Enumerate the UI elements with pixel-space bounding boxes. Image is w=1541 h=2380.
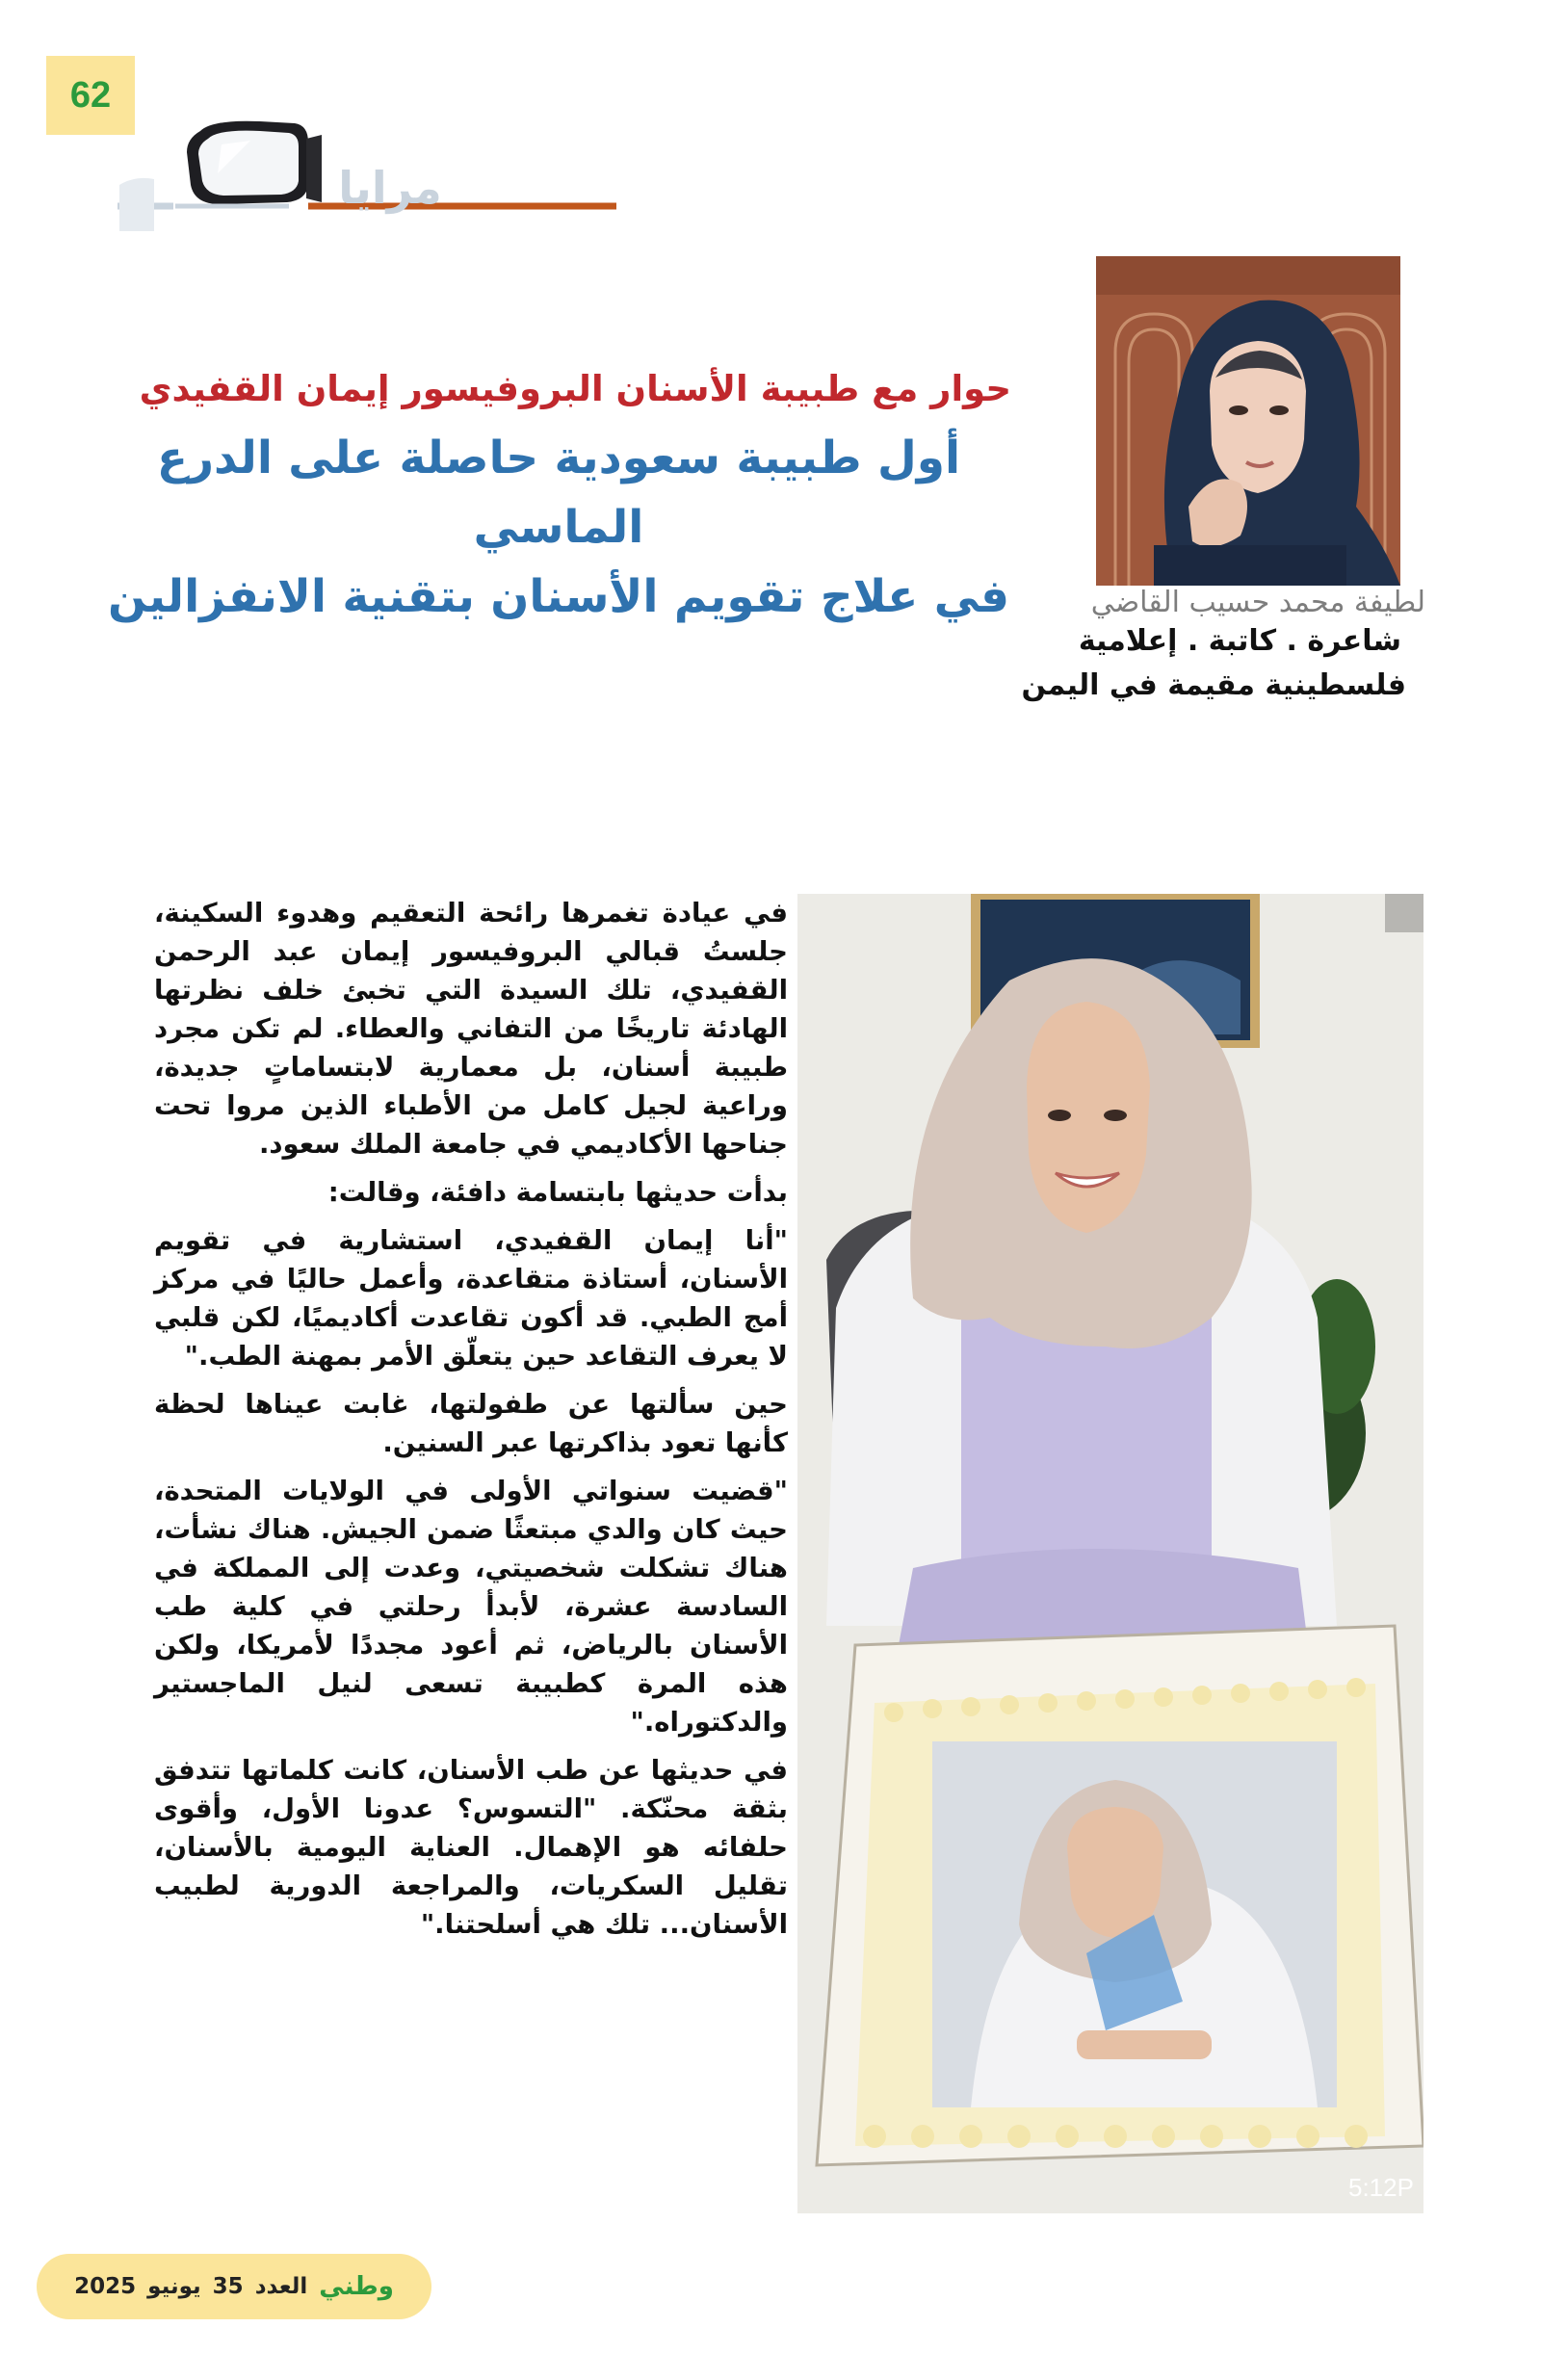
author-role: شاعرة . كاتبة . إعلامية bbox=[1078, 624, 1401, 658]
article-paragraph-3: "أنا إيمان القفيدي، استشارية في تقويم الأسنان، أستاذة متقاعدة، وأعمل حاليًا في مركز أمج الطبي. قد أكون تقاعدت أكاديميًا، لكن قلبي لا يعرف التقاعد حين يتعلّق الأمر بمهنة الطب." bbox=[154, 1225, 788, 1372]
photo-timestamp: 5:12P bbox=[1348, 2173, 1414, 2202]
issue-month: يونيو bbox=[147, 2274, 201, 2299]
issue-footer bbox=[37, 2254, 431, 2319]
author-name: لطيفة محمد حسيب القاضي bbox=[1090, 586, 1425, 619]
magazine-brand: وطني bbox=[319, 2272, 394, 2301]
headline-main-line-2: في علاج تقويم الأسنان بتقنية الانفزالين bbox=[107, 570, 1010, 623]
issue-label: العدد bbox=[254, 2274, 308, 2299]
article-paragraph-2: بدأت حديثها بابتسامة دافئة، وقالت: bbox=[327, 1177, 788, 1208]
article-body bbox=[154, 894, 788, 1953]
headline-main-line-1: أول طبيبة سعودية حاصلة على الدرع الماسي bbox=[156, 432, 961, 554]
article-paragraph-1: في عيادة تغمرها رائحة التعقيم وهدوء السكينة، جلستُ قبالي البروفيسور إيمان عبد الرحمن القفيدي، تلك السيدة التي تخبئ خلف نظرتها الهادئة تاريخًا من التفاني والعطاء. لم تكن مجرد طبيبة أسنان، بل معمارية لابتساماتٍ جديدة، وراعية لجيل كامل من الأطباء الذين مروا تحت جناحها الأكاديمي في جامعة الملك سعود. bbox=[154, 898, 788, 1160]
author-location: فلسطينية مقيمة في اليمن bbox=[1021, 668, 1406, 702]
author-portrait-photo bbox=[1096, 256, 1400, 586]
issue-number: 35 bbox=[212, 2274, 244, 2299]
article-paragraph-4: حين سألتها عن طفولتها، غابت عيناها لحظة كأنها تعود بذاكرتها عبر السنين. bbox=[154, 1389, 788, 1458]
issue-year: 2025 bbox=[74, 2274, 137, 2299]
interview-feature-photo bbox=[797, 894, 1423, 2213]
headline-main bbox=[96, 424, 1021, 632]
section-title: مرايا bbox=[338, 162, 442, 214]
page-number: 62 bbox=[46, 56, 135, 135]
article-paragraph-5: "قضيت سنواتي الأولى في الولايات المتحدة، حيث كان والدي مبتعثًا ضمن الجيش. هناك نشأت، هناك تشكلت شخصيتي، وعدت إلى المملكة في السادسة عشرة، لأبدأ رحلتي في كلية طب الأسنان بالرياض، ثم أعود مجددًا لأمريكا، ولكن هذه المرة كطبيبة تسعى لنيل الماجستير والدكتوراه." bbox=[154, 1476, 788, 1738]
article-paragraph-6: في حديثها عن طب الأسنان، كانت كلماتها تتدفق بثقة محنّكة. "التسوس؟ عدونا الأول، وأقوى حلفائه هو الإهمال. العناية اليومية بالأسنان، تقليل السكريات، والمراجعة الدورية لطبيب الأسنان... تلك هي أسلحتنا." bbox=[154, 1755, 788, 1940]
headline-interview: حوار مع طبيبة الأسنان البروفيسور إيمان القفيدي bbox=[139, 368, 1011, 409]
